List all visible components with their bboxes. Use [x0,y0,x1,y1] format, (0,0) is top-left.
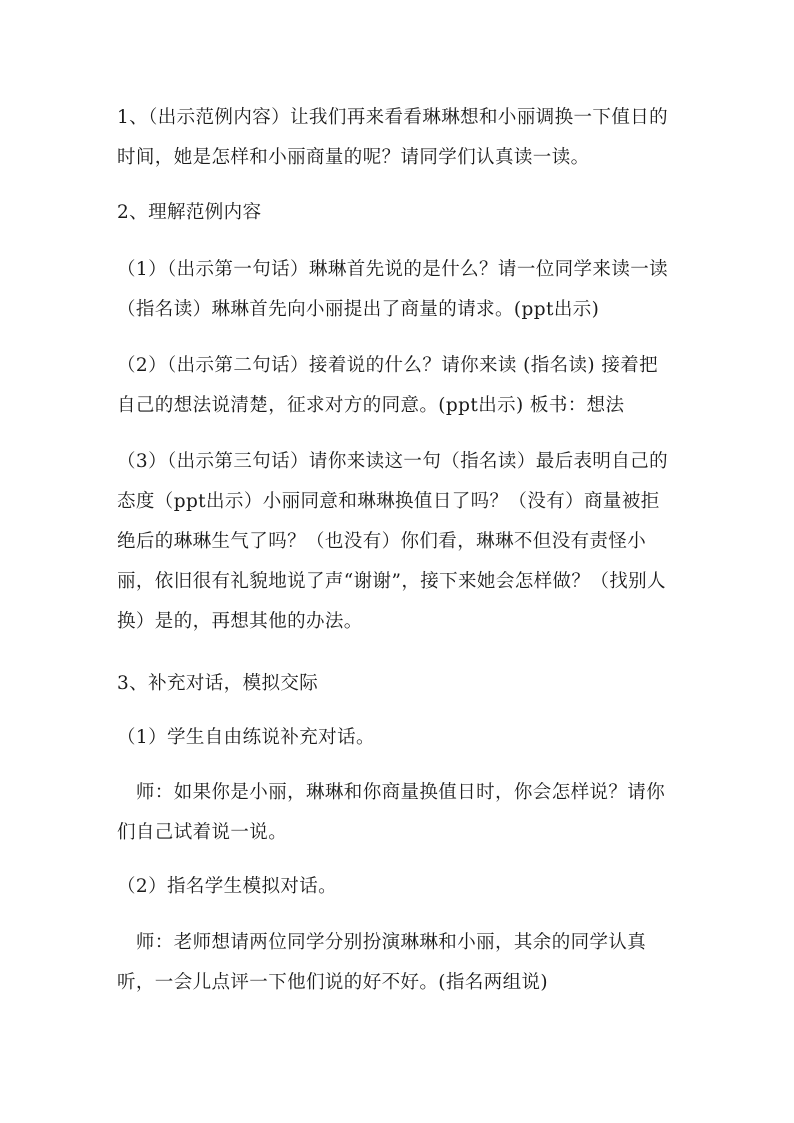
text-line: 师：老师想请两位同学分别扮演琳琳和小丽，其余的同学认真 [117,932,647,953]
paragraph-third-sentence [117,442,682,642]
text-line: 丽，依旧很有礼貌地说了声“谢谢”，接下来她会怎样做？（找别人 [117,571,666,592]
heading-line: 3、补充对话，模拟交际 [117,673,319,694]
section-heading-supplement-dialogue [117,664,682,704]
text-line: 绝后的琳琳生气了吗？（也没有）你们看，琳琳不但没有责怪小 [117,531,647,552]
text-line: 自己的想法说清楚，征求对方的同意。(ppt出示) 板书：想法 [117,395,625,416]
text-line: （2）指名学生模拟对话。 [117,876,338,897]
paragraph-first-sentence [117,250,682,330]
text-line: 态度（ppt出示）小丽同意和琳琳换值日了吗？（没有）商量被拒 [117,491,660,512]
text-line: （3）（出示第三句话）请你来读这一句（指名读）最后表明自己的 [117,451,669,472]
text-line: 师：如果你是小丽，琳琳和你商量换值日时，你会怎样说？请你 [117,782,666,803]
paragraph-teacher-prompt-2 [117,923,682,1003]
text-line: 1、（出示范例内容）让我们再来看看琳琳想和小丽调换一下值日的 [117,107,669,128]
heading-line: 2、理解范例内容 [117,202,262,223]
paragraph-teacher-prompt-1 [117,773,682,853]
paragraph-show-example [117,98,682,178]
text-line: 听，一会儿点评一下他们说的好不好。(指名两组说) [117,972,549,993]
text-line: （1）学生自由练说补充对话。 [117,727,375,748]
text-line: （2）（出示第二句话）接着说的什么？请你来读 (指名读) 接着把 [117,355,659,376]
paragraph-role-play [117,867,682,907]
paragraph-second-sentence [117,346,682,426]
text-line: （1）（出示第一句话）琳琳首先说的是什么？请一位同学来读一读 [117,259,669,280]
text-line: 换）是的，再想其他的办法。 [117,611,363,632]
paragraph-free-practice [117,718,682,758]
text-line: （指名读）琳琳首先向小丽提出了商量的请求。(ppt出示) [117,299,600,320]
text-line: 们自己试着说一说。 [117,822,288,843]
section-heading-understand-example [117,193,682,233]
text-line: 时间，她是怎样和小丽商量的呢？请同学们认真读一读。 [117,147,590,168]
